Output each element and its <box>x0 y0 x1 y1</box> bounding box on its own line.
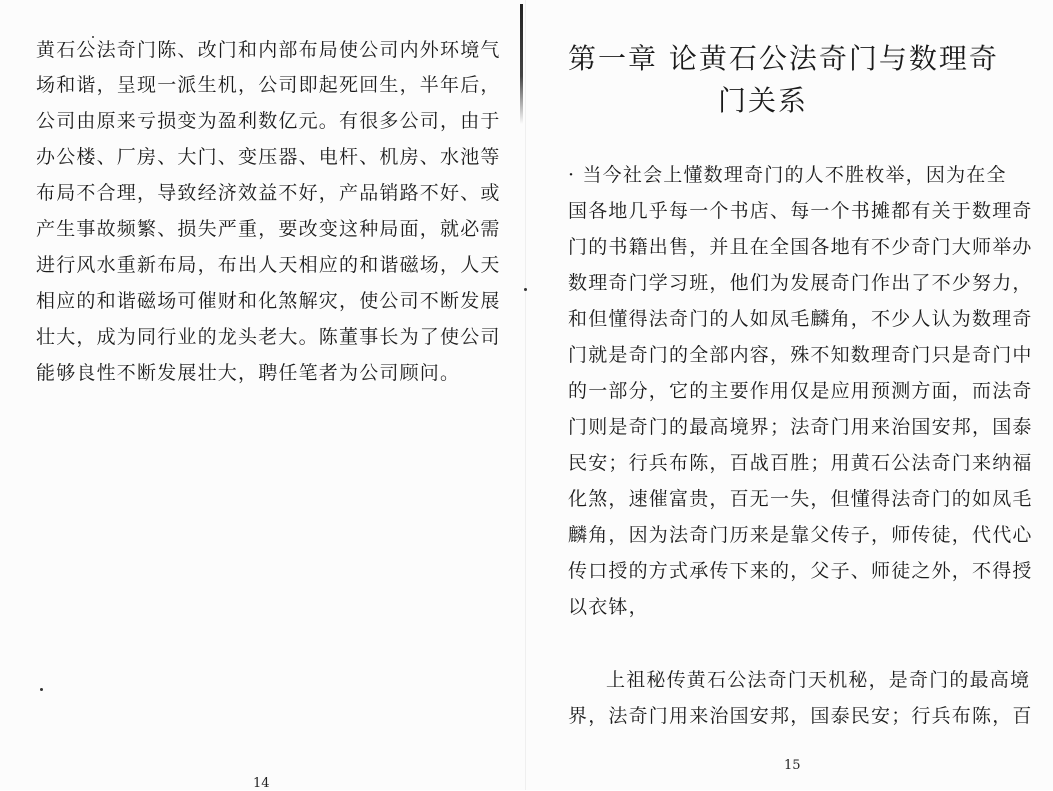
text-line: 进行风水重新布局，布出人天相应的和谐磁场，人天 <box>36 254 501 276</box>
text-line: 国各地几乎每一个书店、每一个书摊都有关于数理奇 <box>568 200 1033 222</box>
page-number: 15 <box>784 758 801 773</box>
chapter-title-line-1: 第一章 论黄石公法奇门与数理奇 <box>568 42 999 75</box>
text-line: 办公楼、厂房、大门、变压器、电杆、机房、水池等 <box>36 146 501 168</box>
text-line: · 当今社会上懂数理奇门的人不胜枚举，因为在全 <box>568 164 1007 186</box>
right-page <box>522 0 1053 790</box>
text-line: 界，法奇门用来治国安邦，国泰民安；行兵布陈，百 <box>568 705 1033 727</box>
text-line: 公司由原来亏损变为盈利数亿元。有很多公司，由于 <box>36 110 501 132</box>
text-line: 能够良性不断发展壮大，聘任笔者为公司顾问。 <box>36 362 461 384</box>
text-line: 产生事故频繁、损失严重，要改变这种局面，就必需 <box>36 218 501 240</box>
text-line: 相应的和谐磁场可催财和化煞解灾，使公司不断发展 <box>36 290 501 312</box>
text-line: 门的书籍出售，并且在全国各地有不少奇门大师举办 <box>568 236 1033 258</box>
chapter-title-line-2: 门关系 <box>718 84 809 117</box>
left-page <box>0 0 520 790</box>
scan-speck <box>92 36 94 38</box>
text-line: 民安；行兵布陈，百战百胜；用黄石公法奇门来纳福 <box>568 452 1033 474</box>
text-line: 布局不合理，导致经济效益不好，产品销路不好、或 <box>36 182 501 204</box>
text-line: 传口授的方式承传下来的，父子、师徒之外，不得授 <box>568 560 1033 582</box>
text-line: 数理奇门学习班，他们为发展奇门作出了不少努力， <box>568 272 1033 294</box>
text-line: 门则是奇门的最高境界；法奇门用来治国安邦，国泰 <box>568 416 1033 438</box>
chapter-title <box>568 38 1028 122</box>
text-line: 上祖秘传黄石公法奇门天机秘，是奇门的最高境 <box>606 669 1031 691</box>
scan-speck <box>40 688 43 691</box>
text-line: 门就是奇门的全部内容，殊不知数理奇门只是奇门中 <box>568 344 1033 366</box>
text-line: 以衣钵， <box>568 596 649 618</box>
text-line: 的一部分，它的主要作用仅是应用预测方面，而法奇 <box>568 380 1033 402</box>
text-line: 麟角，因为法奇门历来是靠父传子，师传徒，代代心 <box>568 524 1033 546</box>
text-line: 黄石公法奇门陈、改门和内部布局使公司内外环境气 <box>36 39 501 61</box>
text-line: 场和谐，呈现一派生机，公司即起死回生，半年后， <box>36 74 501 96</box>
text-line: 和但懂得法奇门的人如凤毛麟角，不少人认为数理奇 <box>568 308 1033 330</box>
text-line: 壮大，成为同行业的龙头老大。陈董事长为了使公司 <box>36 326 501 348</box>
scan-speck <box>524 288 527 291</box>
page-number: 14 <box>253 776 270 791</box>
text-line: 化煞，速催富贵，百无一失，但懂得法奇门的如凤毛 <box>568 488 1033 510</box>
